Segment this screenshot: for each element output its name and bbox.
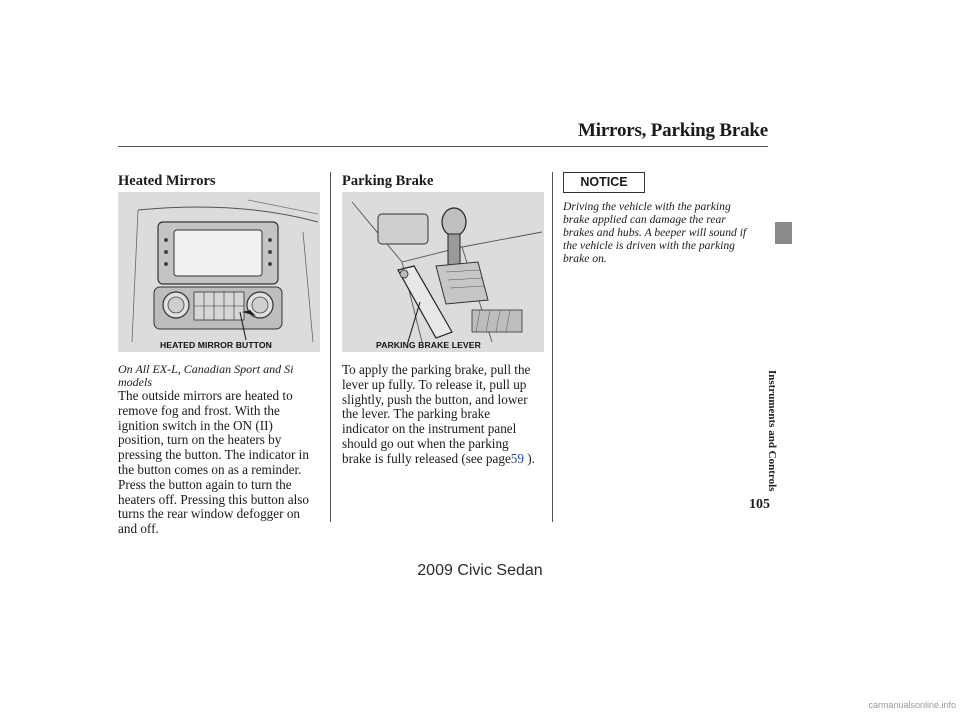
heated-mirror-caption: HEATED MIRROR BUTTON xyxy=(160,340,272,350)
heated-mirrors-heading: Heated Mirrors xyxy=(118,173,216,189)
heated-mirror-figure xyxy=(118,192,320,352)
footer-model: 2009 Civic Sedan xyxy=(417,562,543,579)
parking-brake-body-end: ). xyxy=(523,450,535,466)
watermark: carmanualsonline.info xyxy=(868,700,956,710)
column-divider-2 xyxy=(552,172,553,522)
parking-brake-caption: PARKING BRAKE LEVER xyxy=(376,340,481,350)
column-divider-1 xyxy=(330,172,331,522)
notice-label: NOTICE xyxy=(563,172,645,193)
model-note: On All EX-L, Canadian Sport and Si models xyxy=(118,362,294,389)
parking-brake-body-text: To apply the parking brake, pull the lever up fully. To release it, pull up slightly, push the button, and lower the lever. The parking brake indicator on the instrument panel should go out when the parking brake is fully released (see page xyxy=(342,362,531,466)
dashboard-illustration-icon xyxy=(118,192,320,352)
parking-brake-heading: Parking Brake xyxy=(342,173,434,189)
page-reference-link[interactable]: 59 xyxy=(510,450,524,466)
parking-brake-body xyxy=(342,363,552,467)
title-divider xyxy=(118,146,768,147)
notice-text: Driving the vehicle with the parking brake applied can damage the rear brakes and hubs. A beeper will sound if the vehicle is driven with the parking brake on. xyxy=(563,200,747,265)
parking-brake-figure xyxy=(342,192,544,352)
section-tab-marker xyxy=(775,222,792,244)
page-title: Mirrors, Parking Brake xyxy=(578,120,768,141)
parking-brake-illustration-icon xyxy=(342,192,544,352)
heated-mirrors-body: The outside mirrors are heated to remove fog and frost. With the ignition switch in the ON (II) position, turn on the heaters by pressing the button. The indicator in the button comes on as a reminder. Press the button again to turn the heaters off. Pressing this button also turns the rear window defogger on and off. xyxy=(118,388,309,537)
section-label: Instruments and Controls xyxy=(766,370,778,492)
page-number: 105 xyxy=(749,497,770,512)
